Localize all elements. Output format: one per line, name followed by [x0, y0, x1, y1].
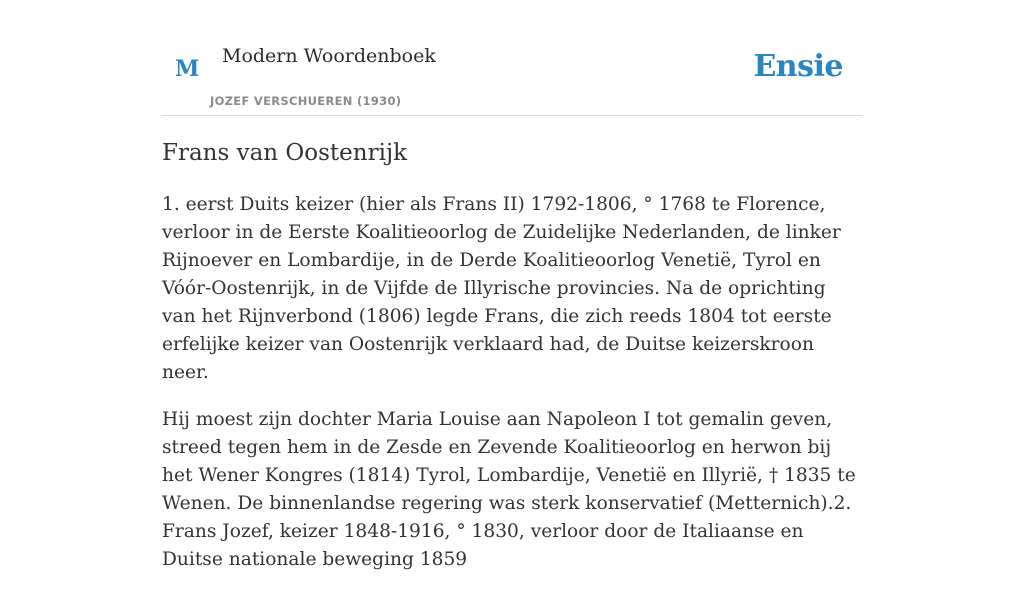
- source-header: [162, 0, 862, 116]
- entry-title: Frans van Oostenrijk: [162, 140, 408, 166]
- page: [162, 0, 862, 570]
- brand-logo-link[interactable]: Ensie: [753, 49, 843, 84]
- source-title-link[interactable]: Modern Woordenboek: [222, 45, 436, 67]
- entry-paragraph: 1. eerst Duits keizer (hier als Frans II) 1792-1806, ° 1768 te Florence, verloor in de Eerste Koalitieoorlog de Zuidelijke Nederlanden, de linker Rijnoever en Lombardije, in de Derde Koalitieoorlog Venetië, Tyrol en Vóór-Oostenrijk, in de Vijfde de Illyrische provincies. Na de oprichting van het Rijnverbond (1806) legde Frans, die zich reeds 1804 tot eerste erfelijke keizer van Oostenrijk verklaard had, de Duitse keizerskroon neer.: [162, 194, 841, 383]
- source-author: JOZEF VERSCHUEREN (1930): [210, 94, 402, 108]
- entry-body: [162, 191, 862, 593]
- entry-paragraph: Hij moest zijn dochter Maria Louise aan Napoleon I tot gemalin geven, streed tegen hem in de Zesde en Zevende Koalitieoorlog en herwon bij het Wener Kongres (1814) Tyrol, Lombardije, Venetië en Illyrië, † 1835 te Wenen. De binnenlandse regering was sterk konservatief (Metternich).2. Frans Jozef, keizer 1848-1916, ° 1830, verloor door de Italiaanse en Duitse nationale beweging 1859: [162, 409, 856, 570]
- source-logo[interactable]: M: [175, 56, 200, 82]
